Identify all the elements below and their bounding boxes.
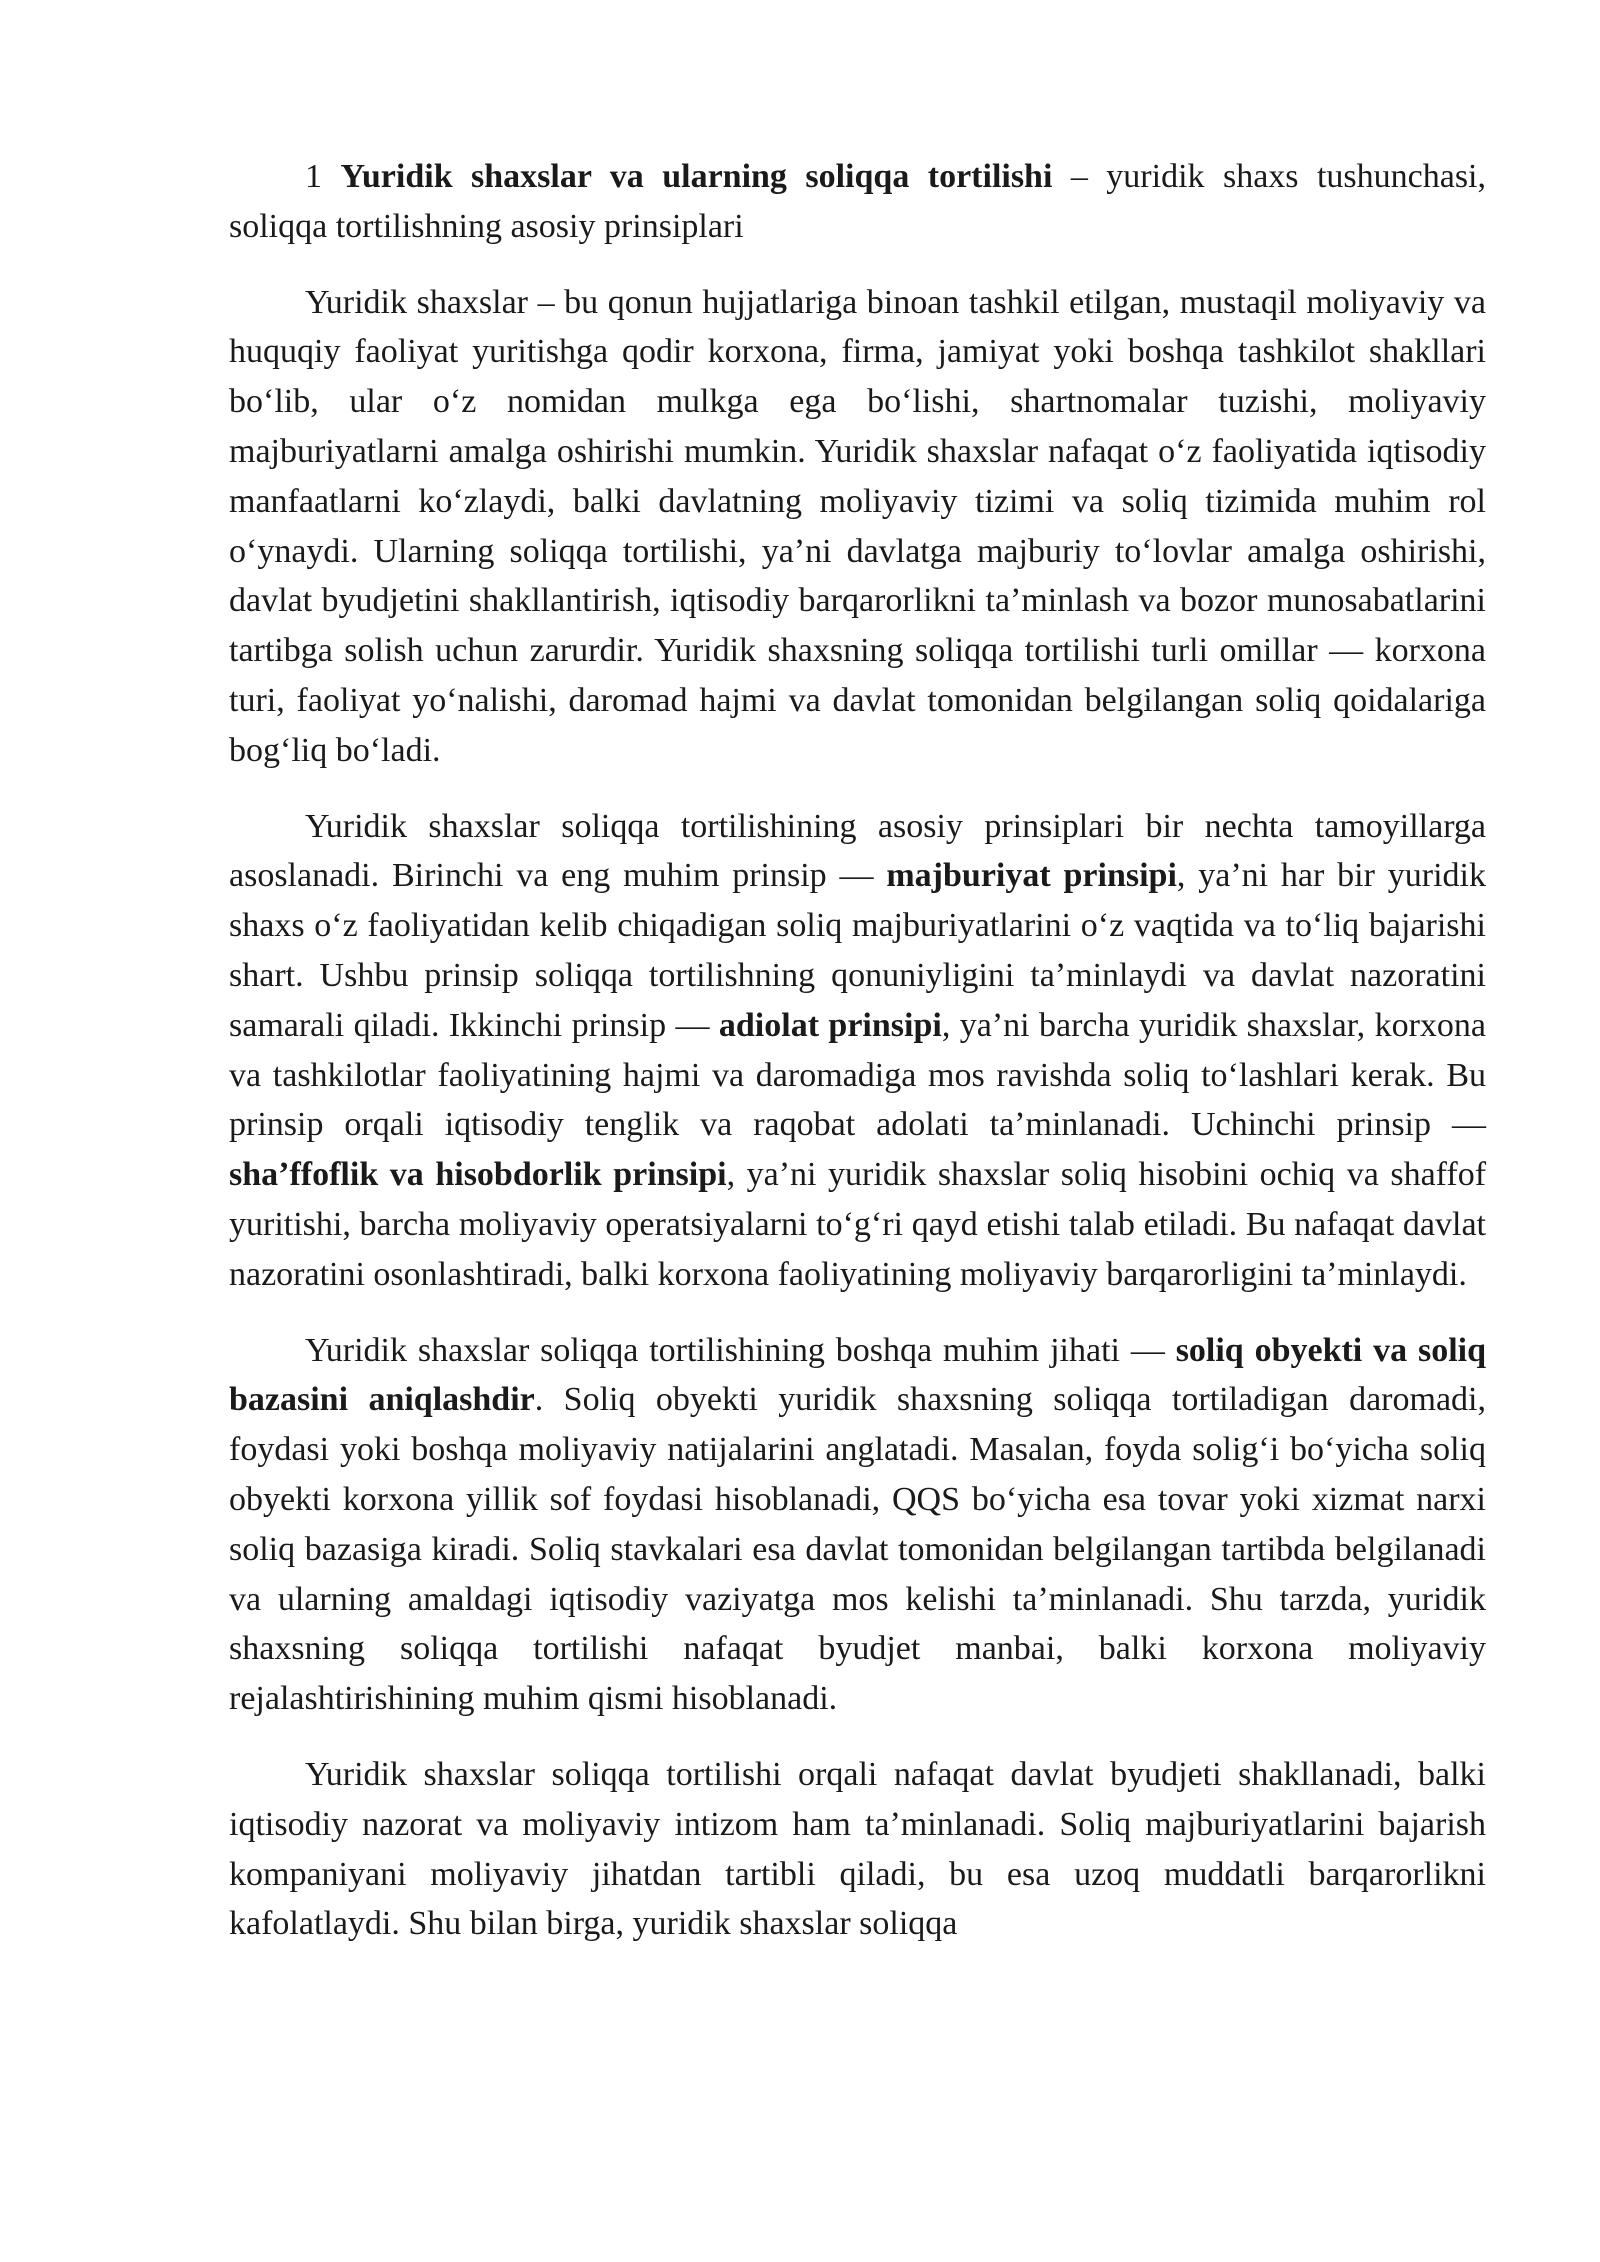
paragraph-1: Yuridik shaxslar – bu qonun hujjatlariga binoan tashkil etilgan, mustaqil moliyaviy va huquqiy faoliyat yuritishga qodir korxona, firma, jamiyat yoki boshqa tashkilot shakllari boʻlib, ular oʻz nomidan mulkga ega boʻlishi, shartnomalar tuzishi, moliyaviy majburiyatlarni amalga oshirishi mumkin. Yuridik shaxslar nafaqat oʻz faoliyatida iqtisodiy manfaatlarni koʻzlaydi, balki davlatning moliyaviy tizimi va soliq tizimida muhim rol oʻynaydi. Ularning soliqqa tortilishi, yaʼni davlatga majburiy toʻlovlar amalga oshirishi, davlat byudjetini shakllantirish, iqtisodiy barqarorlikni taʼminlash va bozor munosabatlarini tartibga solish uchun zarurdir. Yuridik shaxsning soliqqa tortilishi turli omillar — korxona turi, faoliyat yoʻnalishi, daromad hajmi va davlat tomonidan belgilangan soliq qoidalariga bogʻliq boʻladi.	[229, 283, 1486, 769]
paragraph-2-text-d: , yaʼni barcha yuridik shaxslar, korxona va tashkilotlar faoliyatining hajmi va daromadiga mos ravishda soliq toʻlashlari kerak. Bu prinsip orqali iqtisodiy tenglik va raqobat adolati taʼminlanadi. Uchinchi prinsip —	[229, 1006, 1486, 1144]
paragraph-3-text-c: . Soliq obyekti yuridik shaxsning soliqqa tortiladigan daromadi, foydasi yoki boshqa moliyaviy natijalarini anglatadi. Masalan, foyda soligʻi boʻyicha soliq obyekti korxona yillik sof foydasi hisoblanadi, QQS boʻyicha esa tovar yoki xizmat narxi soliq bazasiga kiradi. Soliq stavkalari esa davlat tomonidan belgilangan tartibda belgilanadi va ularning amaldagi iqtisodiy vaziyatga mos kelishi taʼminlanadi. Shu tarzda, yuridik shaxsning soliqqa tortilishi nafaqat byudjet manbai, balki korxona moliyaviy rejalashtirishining muhim qismi hisoblanadi.	[229, 1381, 1486, 1718]
document-page	[229, 152, 1486, 1975]
paragraph-4: Yuridik shaxslar soliqqa tortilishi orqali nafaqat davlat byudjeti shakllanadi, balki iqtisodiy nazorat va moliyaviy intizom ham taʼminlanadi. Soliq majburiyatlarini bajarish kompaniyani moliyaviy jihatdan tartibli qiladi, bu esa uzoq muddatli barqarorlikni kafolatlaydi. Shu bilan birga, yuridik shaxslar soliqqa	[229, 1755, 1486, 1943]
section-heading	[229, 152, 1486, 252]
paragraph-2	[229, 802, 1486, 1300]
paragraph-3	[229, 1326, 1486, 1724]
term-majburiyat-prinsipi: majburiyat prinsipi	[886, 857, 1177, 895]
section-number: 1	[305, 158, 322, 195]
paragraph-2-text-e: , yaʼni yuridik shaxslar soliq hisobini ochiq va shaffof yuritishi, barcha moliyaviy operatsiyalarni toʻgʻri qayd etishi talab etiladi. Bu nafaqat davlat nazoratini osonlashtiradi, balki korxona faoliyatining moliyaviy barqarorligini taʼminlaydi.	[229, 1156, 1487, 1293]
paragraph-2-text-c: , yaʼni har bir yuridik shaxs oʻz faoliyatidan kelib chiqadigan soliq majburiyatlarini oʻz vaqtida va toʻliq bajarishi shart. Ushbu prinsip soliqqa tortilishning qonuniyligini taʼminlaydi va davlat nazoratini samarali qiladi. Ikkinchi prinsip —	[229, 857, 1486, 1044]
section-subtitle: – yuridik shaxs tushunchasi, soliqqa tortilishning asosiy prinsiplari	[229, 158, 1486, 245]
term-soliq-obyekti: soliq obyekti va soliq bazasini aniqlashdir	[229, 1331, 1486, 1419]
paragraph-2-text-a: Yuridik shaxslar soliqqa tortilishining asosiy prinsiplari bir nechta tamoyillarga asoslanadi. Birinchi va eng muhim prinsip —	[229, 807, 1486, 895]
term-shaffoflik-prinsipi: shaʼffoflik va hisobdorlik prinsipi	[229, 1156, 727, 1194]
paragraph-3-text-a: Yuridik shaxslar soliqqa tortilishining boshqa muhim jihati —	[305, 1331, 1176, 1369]
section-title: Yuridik shaxslar va ularning soliqqa tortilishi	[340, 158, 1053, 195]
term-adiolat-prinsipi: adiolat prinsipi	[718, 1006, 942, 1044]
